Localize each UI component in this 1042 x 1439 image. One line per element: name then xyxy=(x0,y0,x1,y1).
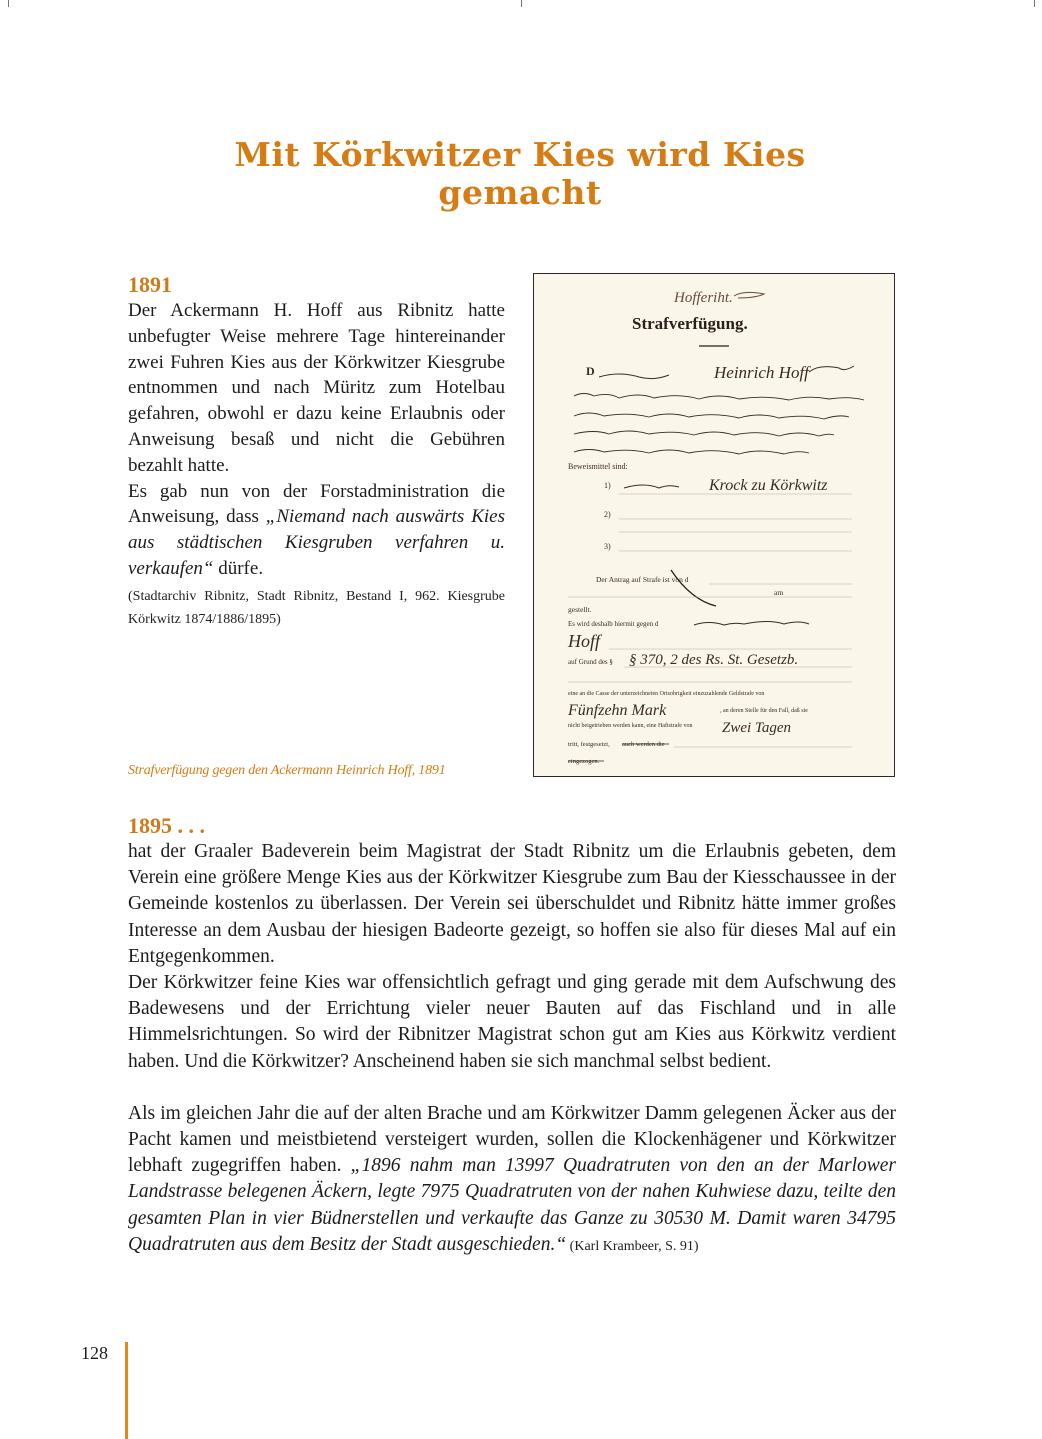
doc-printed-beweismittel: Beweismittel sind: xyxy=(568,462,628,471)
doc-printed-line1: 1) xyxy=(604,481,611,490)
doc-printed-gestellt: gestellt. xyxy=(568,605,592,614)
doc-printed-am: am xyxy=(774,588,784,597)
doc-printed-eingezogen: eingezogen. xyxy=(568,758,600,765)
crop-mark-center xyxy=(521,0,522,7)
text-run: dürfe. xyxy=(213,557,264,579)
text-run: Als im gleichen Jahr die auf der alten Brache und am Körkwitzer Damm gelegenen Äcker aus der Pacht kamen und meistbietend versteigert wurden, sollen die Klockenhägener und Körkwitzer lebhaft zugegriffen haben. xyxy=(128,1102,896,1177)
paragraph: hat der Graaler Badeverein beim Magistrat der Stadt Ribnitz um die Erlaubnis gebeten, dem Verein eine größere Menge Kies aus der Körkwitzer Kiesgrube zum Bau der Kiesschaussee in der Gemeinde kostenlos zu überlassen. Der Verein sei überschuldet und Ribnitz hätte immer großes Interesse an dem Ausbau der hiesigen Badeorte gezeigt, so hoffen sie also für dieses Mal auf ein Entgegenkommen. xyxy=(128,841,896,967)
doc-handwritten-hoff: Hoff xyxy=(568,631,601,651)
doc-handwritten-witness: Krock zu Körkwitz xyxy=(709,477,828,494)
doc-handwritten-days: Zwei Tagen xyxy=(722,720,792,736)
quote: „Niemand nach auswärts Kies aus städtischen Kiesgruben verfahren u. verkaufen“ xyxy=(128,506,505,579)
doc-printed-line2: 2) xyxy=(604,510,611,519)
doc-handwritten-amount: Fünfzehn Mark xyxy=(568,702,667,719)
page-number: 128 xyxy=(81,1343,108,1363)
section-year-1891: 1891 xyxy=(128,272,172,297)
figure-caption: Strafverfügung gegen den Ackermann Heinrich Hoff, 1891 xyxy=(128,763,446,778)
doc-handwritten-name: Heinrich Hoff xyxy=(714,363,809,382)
section-year-1895: 1895 . . . xyxy=(128,813,205,838)
doc-printed-antrag: Der Antrag auf Strafe ist von d xyxy=(596,575,689,584)
doc-printed-geldstrafe: eine an die Casse der unterzeichneten Ortsobrigkeit einzuzahlende Geldstrafe von xyxy=(568,691,765,697)
page-title: Mit Körkwitzer Kies wird Kies gemacht xyxy=(234,135,806,212)
svg-text:D: D xyxy=(586,364,595,378)
crop-mark-left xyxy=(8,0,9,7)
doc-heading: Strafverfügung. xyxy=(632,314,748,333)
paragraph: Der Körkwitzer feine Kies war offensichtlich gefragt und ging gerade mit dem Aufschwung des Badewesens und der Errichtung vieler neuer Bauten auf das Fischland und in alle Himmelsrichtungen. So wird der Ribnitzer Magistrat schon gut am Kies aus Körkwitz verdient haben. Und die Körkwitzer? Anscheinend haben sie sich manchmal selbst bedient. xyxy=(128,972,896,1072)
text-run: Es gab nun von der Forstadministration die Anweisung, dass xyxy=(128,480,505,528)
section-1895-text xyxy=(128,839,896,1260)
doc-printed-line3: 3) xyxy=(604,542,611,551)
citation: (Karl Krambeer, S. 91) xyxy=(566,1238,699,1254)
doc-printed-wird: Es wird deshalb hiermit gegen d xyxy=(568,620,659,628)
doc-handwritten-paragraph: § 370, 2 des Rs. St. Gesetzb. xyxy=(629,652,799,668)
paragraph: Der Ackermann H. Hoff aus Ribnitz hatte unbefugter Weise mehrere Tage hintereinander zwei Fuhren Kies aus der Körkwitzer Kiesgrube entnommen und nach Müritz zum Hotelbau gefahren, obwohl er dazu keine Erlaubnis oder Anweisung besaß und nicht die Gebühren bezahlt hatte. xyxy=(128,300,505,476)
doc-printed-auch-werden: auch werden die xyxy=(622,741,665,748)
doc-printed-tritt: tritt, festgesetzt, xyxy=(568,741,610,748)
document-facsimile xyxy=(533,273,895,777)
doc-printed-an-deren: , an deren Stelle für den Fall, daß sie xyxy=(720,708,808,714)
doc-printed-auf-grund: auf Grund des § xyxy=(568,658,613,666)
source-citation: (Stadtarchiv Ribnitz, Stadt Ribnitz, Bestand I, 962. Kiesgrube Körkwitz 1874/1886/1895) xyxy=(128,588,505,627)
doc-header-script: Hofferiht. xyxy=(674,290,733,306)
paragraph xyxy=(128,479,505,582)
page-number-rule xyxy=(125,1342,128,1439)
quote: „1896 nahm man 13997 Quadratruten von den an der Marlower Landstrasse belegenen Äckern, legte 7975 Quadratruten von der nahen Kuhwiese dazu, teilte den gesamten Plan in vier Büdnerstellen und verkaufte das Ganze zu 30530 M. Damit waren 34795 Quadratruten aus dem Besitz der Stadt ausgeschieden.“ xyxy=(128,1155,896,1255)
doc-printed-nicht-beigetrieben: nicht beigetrieben werden kann, eine Haftstrafe von xyxy=(568,723,693,729)
crop-mark-right xyxy=(1034,0,1035,7)
paragraph xyxy=(128,1101,896,1260)
section-1891-text xyxy=(128,298,505,631)
